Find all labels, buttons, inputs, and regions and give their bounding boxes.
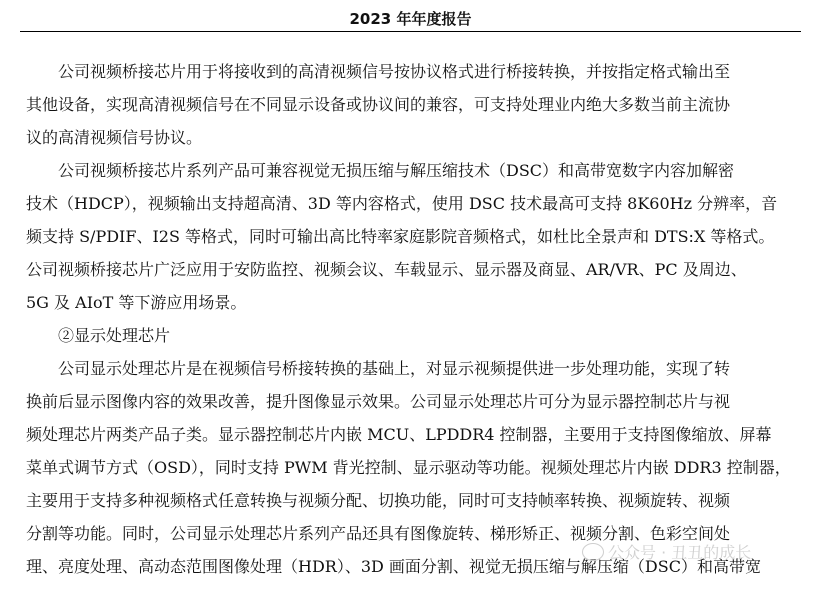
- text-line: 5G 及 AIoT 等下游应用场景。: [26, 293, 247, 312]
- watermark: [582, 540, 751, 563]
- text-line: 其他设备，实现高清视频信号在不同显示设备或协议间的兼容，可支持处理业内绝大多数当前主流协: [26, 95, 731, 114]
- text-line: 议的高清视频信号协议。: [26, 128, 203, 147]
- text-line: 分割等功能。同时，公司显示处理芯片系列产品还具有图像旋转、梯形矫正、视频分割、色彩空间处: [26, 524, 731, 543]
- text-line: 菜单式调节方式（OSD），同时支持 PWM 背光控制、显示驱动等功能。视频处理芯片内嵌 DDR3 控制器，: [26, 458, 791, 477]
- text-line: 换前后显示图像内容的效果改善，提升图像显示效果。公司显示处理芯片可分为显示器控制芯片与视: [26, 392, 731, 411]
- page-header: [0, 0, 821, 34]
- text-line: 频支持 S/PDIF、I2S 等格式，同时可输出高比特率家庭影院音频格式，如杜比全景声和 DTS:X 等格式。: [26, 227, 775, 246]
- text-line: 主要用于支持多种视频格式任意转换与视频分配、切换功能，同时可支持帧率转换、视频旋转、视频: [26, 491, 731, 510]
- section-heading: ②显示处理芯片: [58, 326, 171, 345]
- report-title: 2023 年年度报告: [349, 10, 472, 28]
- wechat-icon: [582, 543, 604, 561]
- header-divider: [20, 31, 801, 32]
- text-line: 公司视频桥接芯片系列产品可兼容视觉无损压缩与解压缩技术（DSC）和高带宽数字内容加解密: [58, 161, 735, 180]
- text-line: 理、亮度处理、高动态范围图像处理（HDR）、3D 画面分割、视觉无损压缩与解压缩（DSC）和高带宽: [26, 557, 761, 576]
- text-line: 公司视频桥接芯片广泛应用于安防监控、视频会议、车载显示、显示器及商显、AR/VR、PC 及周边、: [26, 260, 747, 279]
- watermark-text: 公众号 · 丑丑的成长: [608, 543, 752, 562]
- text-line: 频处理芯片两类产品子类。显示器控制芯片内嵌 MCU、LPDDR4 控制器，主要用于支持图像缩放、屏幕: [26, 425, 772, 444]
- text-line: 技术（HDCP），视频输出支持超高清、3D 等内容格式，使用 DSC 技术最高可支持 8K60Hz 分辨率，音: [26, 194, 778, 213]
- text-line: 公司显示处理芯片是在视频信号桥接转换的基础上，对显示视频提供进一步处理功能，实现了转: [58, 359, 731, 378]
- document-body: [26, 55, 804, 583]
- text-line: 公司视频桥接芯片用于将接收到的高清视频信号按协议格式进行桥接转换，并按指定格式输出至: [58, 62, 731, 81]
